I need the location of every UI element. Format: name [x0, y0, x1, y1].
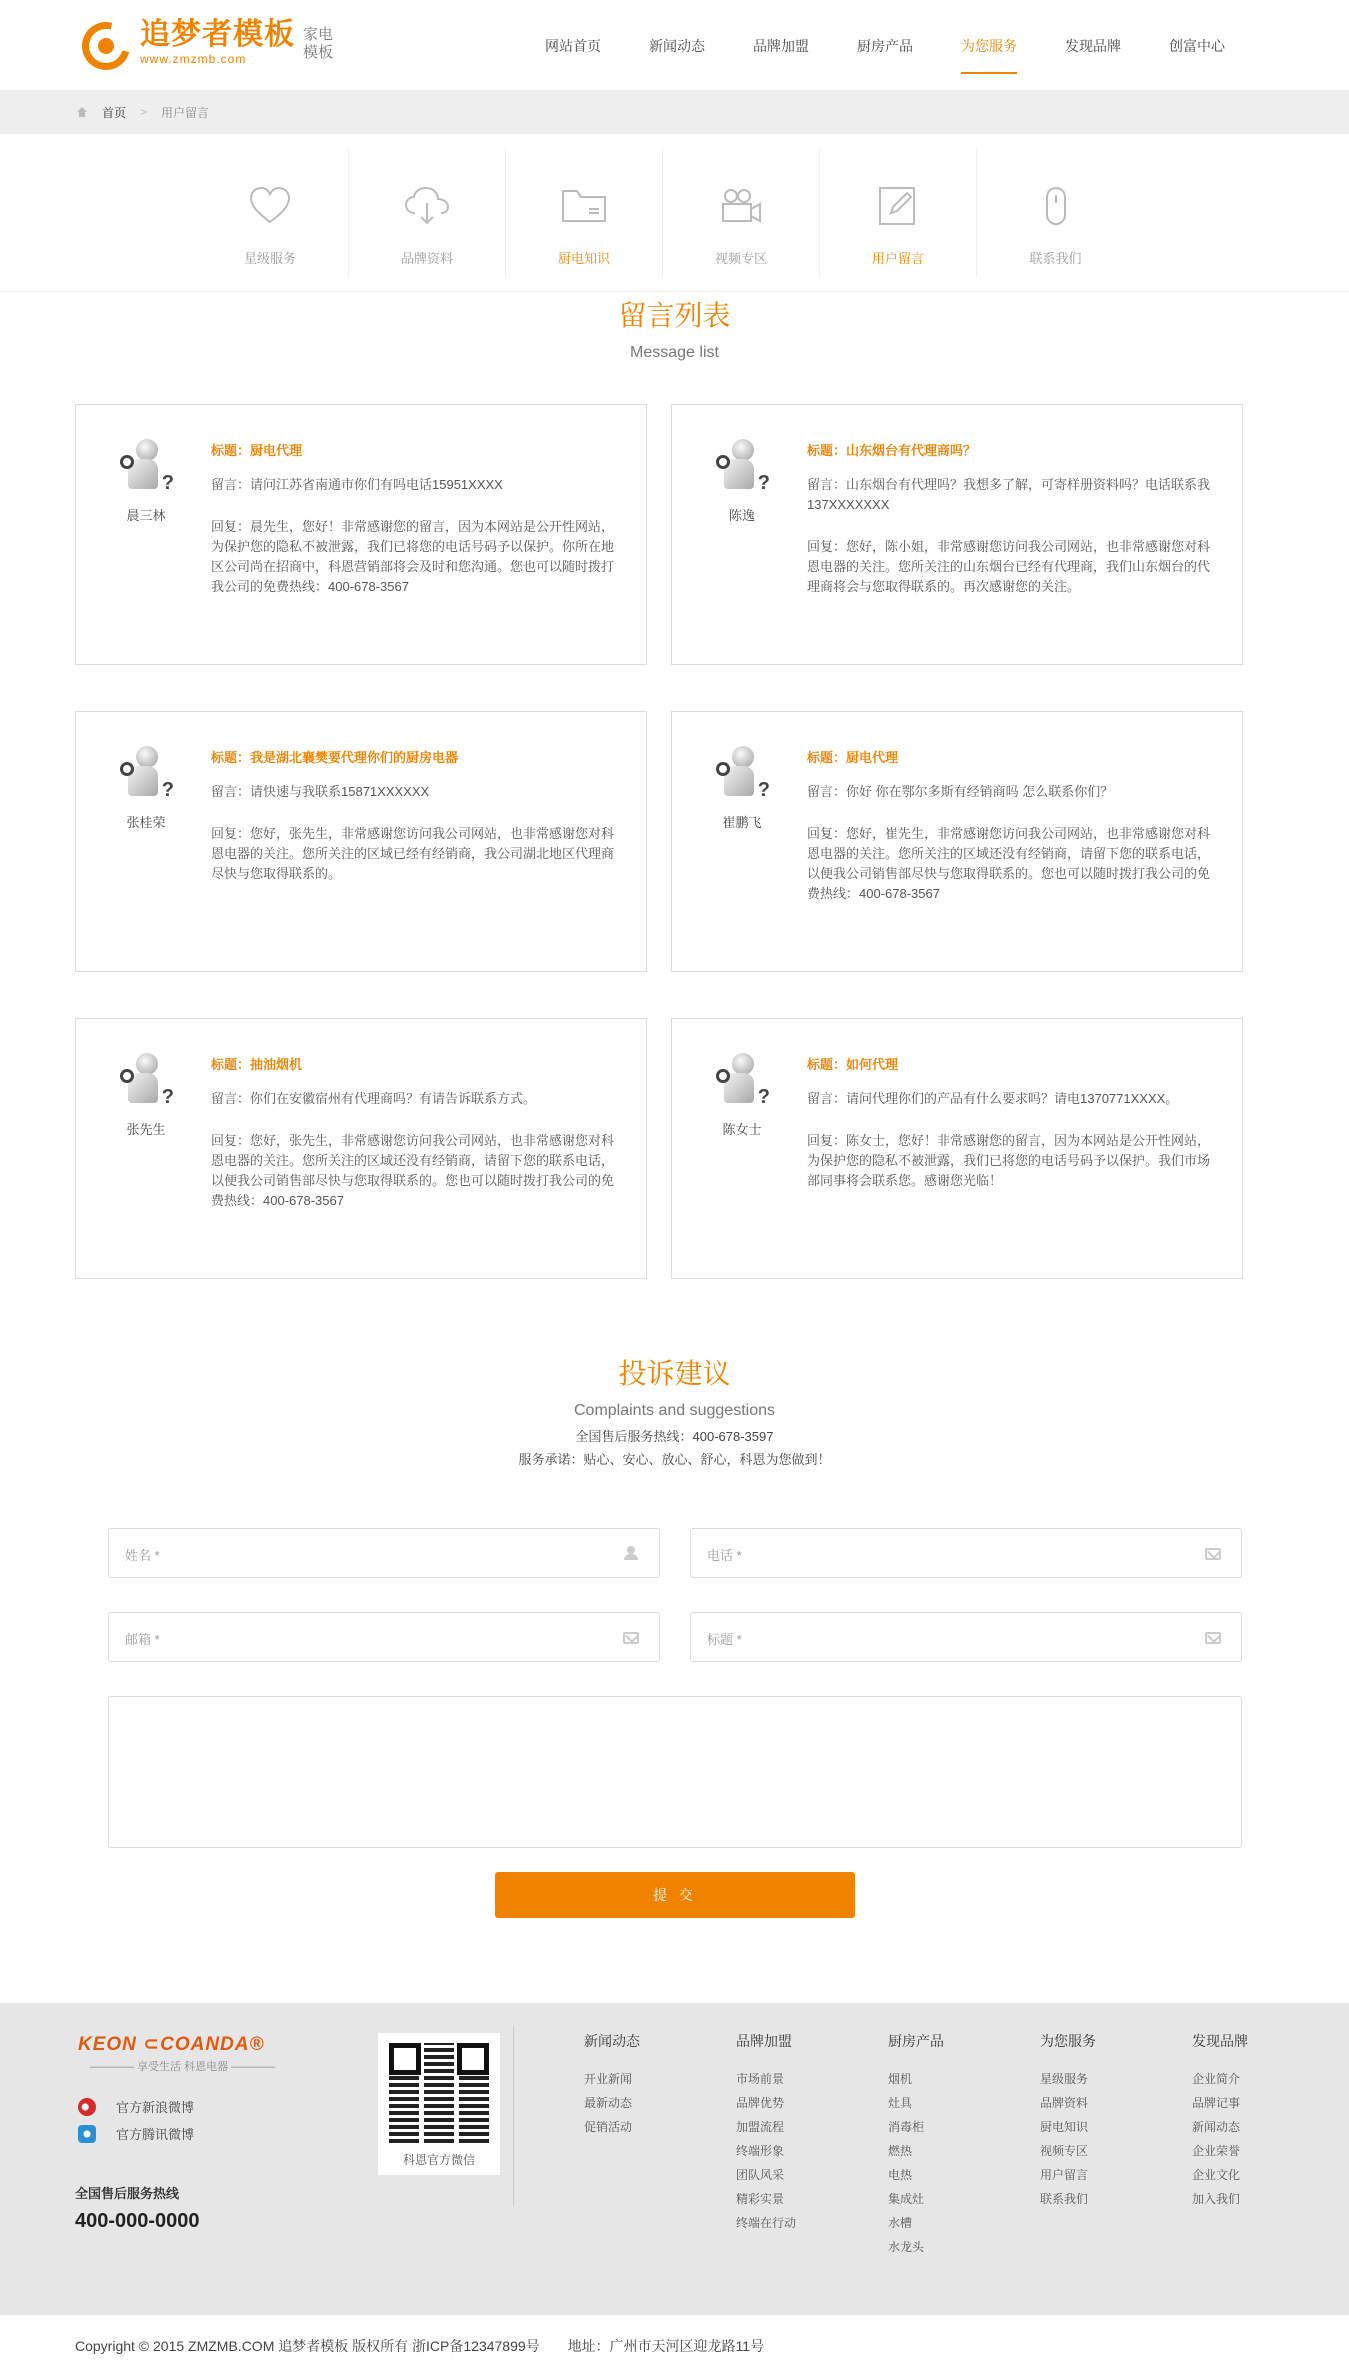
nav-kitchen-products[interactable]: 厨房产品	[857, 38, 913, 54]
breadcrumb	[0, 90, 1349, 134]
subnav-label: 用户留言	[871, 251, 924, 266]
sina-weibo-link[interactable]	[78, 2093, 194, 2120]
question-figure-icon: ?	[118, 435, 174, 497]
message-list	[75, 404, 1243, 1279]
message-title: 标题：厨电代理	[211, 443, 303, 458]
subnav-star-service[interactable]	[192, 148, 349, 278]
footer-link[interactable]: 终端形象	[736, 2144, 785, 2158]
phone-field[interactable]	[690, 1528, 1242, 1578]
mail-icon	[1205, 1632, 1221, 1644]
footer-link[interactable]: 企业荣誉	[1192, 2144, 1241, 2158]
qq-weibo-icon	[78, 2125, 96, 2143]
site-footer	[0, 2003, 1349, 2315]
message-reply: 回复：您好，崔先生，非常感谢您访问我公司网站，也非常感谢您对科恩电器的关注。您所关注的区域还没有经销商，请留下您的联系电话，以便我公司销售部尽快与您取得联系的。您也可以随时拨打我公司的免费热线：400-678-3567	[807, 826, 1211, 901]
sina-weibo-icon	[78, 2098, 96, 2116]
footer-link[interactable]: 品牌优势	[736, 2096, 785, 2110]
footer-link[interactable]: 水龙头	[888, 2240, 925, 2254]
footer-link[interactable]: 加入我们	[1192, 2192, 1241, 2206]
name-field[interactable]	[108, 1528, 660, 1578]
footer-hotline	[75, 2183, 200, 2233]
email-field[interactable]	[108, 1612, 660, 1662]
brand-slogan: ———— 享受生活 科恩电器 ————	[90, 2061, 276, 2073]
logo-subtitle: 家电模板	[303, 26, 334, 61]
message-card	[75, 1018, 647, 1279]
social-links	[78, 2093, 194, 2147]
service-subnav	[0, 134, 1349, 292]
footer-column-title[interactable]: 新闻动态	[584, 2033, 640, 2049]
footer-divider	[513, 2025, 514, 2207]
message-reply: 回复：您好，张先生，非常感谢您访问我公司网站，也非常感谢您对科恩电器的关注。您所关注的区域已经有经销商，我公司湖北地区代理商尽快与您取得联系的。	[211, 826, 615, 881]
footer-link[interactable]: 烟机	[888, 2072, 913, 2086]
footer-link[interactable]: 联系我们	[1040, 2192, 1089, 2206]
nav-wealth-center[interactable]: 创富中心	[1169, 38, 1225, 54]
message-title: 标题：抽油烟机	[211, 1057, 303, 1072]
phone-icon	[977, 182, 1134, 230]
subnav-video-zone[interactable]	[663, 148, 820, 278]
footer-link[interactable]: 团队风采	[736, 2168, 785, 2182]
service-promise: 服务承诺：贴心、安心、放心、舒心，科恩为您做到！	[518, 1452, 831, 1467]
main-nav	[545, 36, 1273, 74]
message-text: 留言：请快速与我联系15871XXXXXX	[211, 784, 430, 799]
footer-column-franchise	[736, 2031, 888, 2259]
video-camera-icon	[663, 182, 819, 230]
message-text: 留言：山东烟台有代理吗？我想多了解，可寄样册资料吗？电话联系我 137XXXXXXX	[807, 477, 1211, 512]
footer-columns	[584, 2031, 1344, 2259]
footer-link[interactable]: 加盟流程	[736, 2120, 785, 2134]
message-title: 标题：如何代理	[807, 1057, 899, 1072]
breadcrumb-separator: >	[140, 105, 148, 119]
message-author: 张桂荣	[126, 815, 166, 830]
subnav-label: 联系我们	[1029, 251, 1082, 266]
company-address: 地址：广州市天河区迎龙路11号	[567, 2338, 765, 2354]
subnav-brand-materials[interactable]	[349, 148, 506, 278]
footer-link[interactable]: 灶具	[888, 2096, 913, 2110]
complaints-subtitle: Complaints and suggestions	[573, 1402, 775, 1419]
home-icon	[76, 107, 88, 118]
avatar	[712, 1049, 772, 1138]
messages-title: 留言列表	[618, 300, 731, 331]
qq-weibo-link[interactable]	[78, 2120, 194, 2147]
footer-link[interactable]: 消毒柜	[888, 2120, 925, 2134]
message-reply: 回复：您好，张先生，非常感谢您访问我公司网站，也非常感谢您对科恩电器的关注。您所关注的区域还没有经销商，请留下您的联系电话，以便我公司销售部尽快与您取得联系的。您也可以随时拨打我公司的免费热线：400-678-3567	[211, 1133, 615, 1208]
question-figure-icon: ?	[714, 742, 770, 804]
cloud-download-icon	[349, 182, 505, 230]
nav-discover-brand[interactable]: 发现品牌	[1065, 38, 1121, 54]
footer-link[interactable]: 精彩实景	[736, 2192, 785, 2206]
message-reply: 回复：晨先生，您好！非常感谢您的留言，因为本网站是公开性网站，为保护您的隐私不被泄露，我们已将您的电话号码予以保护。你所在地区公司尚在招商中，科恩营销部将会及时和您沟通。您也可以随时拨打我公司的免费热线：400-678-3567	[211, 519, 615, 594]
folder-icon	[506, 182, 662, 230]
message-text: 留言：你好 你在鄂尔多斯有经销商吗 怎么联系你们？	[807, 784, 1114, 799]
footer-column-title[interactable]: 厨房产品	[888, 2033, 944, 2049]
avatar	[116, 742, 176, 831]
footer-link[interactable]: 开业新闻	[584, 2072, 633, 2086]
footer-link[interactable]: 电热	[888, 2168, 913, 2182]
name-field-placeholder: 姓名 *	[125, 1548, 160, 1563]
question-figure-icon: ?	[714, 1049, 770, 1111]
footer-column-brand	[1192, 2031, 1344, 2259]
heart-icon	[192, 182, 348, 230]
footer-link[interactable]: 企业简介	[1192, 2072, 1241, 2086]
site-logo[interactable]	[80, 18, 337, 74]
footer-link[interactable]: 星级服务	[1040, 2072, 1089, 2086]
qr-label: 科恩官方微信	[402, 2153, 475, 2167]
logo-url: www.zmzmb.com	[140, 52, 247, 66]
avatar	[116, 435, 176, 524]
submit-button[interactable]: 提 交	[495, 1872, 855, 1918]
message-text: 留言：请问江苏省南通市你们有吗电话15951XXXX	[211, 477, 503, 492]
subnav-label: 视频专区	[714, 251, 767, 266]
mail-icon	[1205, 1548, 1221, 1560]
question-figure-icon: ?	[714, 435, 770, 497]
message-text: 留言：你们在安徽宿州有代理商吗？有请告诉联系方式。	[211, 1091, 537, 1106]
avatar	[712, 742, 772, 831]
copyright-text: Copyright © 2015 ZMZMB.COM 追梦者模板 版权所有 浙ICP备12347899号	[75, 2338, 540, 2354]
avatar	[116, 1049, 176, 1138]
message-author: 崔鹏飞	[722, 815, 762, 830]
nav-franchise[interactable]: 品牌加盟	[753, 38, 809, 54]
site-header	[0, 0, 1349, 90]
footer-link[interactable]: 厨电知识	[1040, 2120, 1089, 2134]
message-card	[671, 404, 1243, 665]
footer-column-news	[584, 2031, 736, 2259]
complaints-section	[0, 1352, 1349, 1903]
footer-link[interactable]: 水槽	[888, 2216, 913, 2230]
logo-title: 追梦者模板	[140, 18, 295, 51]
footer-link[interactable]: 最新动态	[584, 2096, 633, 2110]
nav-services[interactable]: 为您服务	[961, 36, 1017, 74]
subnav-user-messages[interactable]	[820, 148, 977, 278]
service-hotline: 全国售后服务热线：400-678-3597	[575, 1429, 774, 1444]
footer-link[interactable]: 品牌资料	[1040, 2096, 1089, 2110]
message-title: 标题：厨电代理	[807, 750, 899, 765]
complaints-title: 投诉建议	[618, 1358, 731, 1389]
footer-link[interactable]: 品牌记事	[1192, 2096, 1241, 2110]
footer-link[interactable]: 用户留言	[1040, 2168, 1089, 2182]
logo-mark-icon	[80, 18, 136, 74]
message-title: 标题：我是湖北襄樊要代理你们的厨房电器	[211, 750, 459, 765]
edit-icon	[820, 182, 976, 230]
phone-field-placeholder: 电话 *	[707, 1548, 742, 1563]
message-author: 张先生	[126, 1122, 166, 1137]
footer-link[interactable]: 集成灶	[888, 2192, 925, 2206]
breadcrumb-home[interactable]: 首页	[102, 105, 127, 120]
message-card	[75, 711, 647, 972]
email-field-placeholder: 邮箱 *	[125, 1632, 160, 1647]
message-reply: 回复：陈女士，您好！非常感谢您的留言，因为本网站是公开性网站，为保护您的隐私不被泄露，我们已将您的电话号码予以保护。我们市场部同事将会联系您。感谢您光临！	[807, 1133, 1211, 1188]
sina-weibo-label: 官方新浪微博	[116, 2100, 195, 2115]
subject-field[interactable]	[690, 1612, 1242, 1662]
message-author: 陈女士	[722, 1122, 762, 1137]
message-card	[671, 1018, 1243, 1279]
footer-link[interactable]: 新闻动态	[1192, 2120, 1241, 2134]
hotline-number: 400-000-0000	[75, 2210, 200, 2232]
user-icon	[623, 1546, 639, 1560]
footer-column-title[interactable]: 发现品牌	[1192, 2033, 1248, 2049]
copyright-bar	[75, 2315, 788, 2377]
footer-link[interactable]: 企业文化	[1192, 2168, 1241, 2182]
avatar	[712, 435, 772, 524]
hotline-label: 全国售后服务热线	[75, 2186, 180, 2201]
subnav-contact-us[interactable]	[977, 148, 1134, 278]
nav-home[interactable]: 网站首页	[545, 38, 601, 54]
message-author: 陈逸	[728, 508, 755, 523]
question-figure-icon: ?	[118, 742, 174, 804]
qq-weibo-label: 官方腾讯微博	[116, 2127, 195, 2142]
breadcrumb-current: 用户留言	[161, 105, 210, 120]
footer-link[interactable]: 燃热	[888, 2144, 913, 2158]
message-card	[671, 711, 1243, 972]
footer-link[interactable]: 促销活动	[584, 2120, 633, 2134]
message-reply: 回复：您好，陈小姐，非常感谢您访问我公司网站，也非常感谢您对科恩电器的关注。您所关注的山东烟台已经有代理商，我们山东烟台的代理商将会与您取得联系的。再次感谢您的关注。	[807, 539, 1211, 594]
messages-subtitle: Message list	[630, 344, 719, 361]
subject-field-placeholder: 标题 *	[707, 1632, 742, 1647]
footer-column-title[interactable]: 为您服务	[1040, 2033, 1096, 2049]
footer-column-title[interactable]: 品牌加盟	[736, 2033, 792, 2049]
message-text: 留言：请问代理你们的产品有什么要求吗？请电1370771XXXX。	[807, 1091, 1179, 1106]
subnav-label: 星级服务	[243, 251, 296, 266]
subnav-label: 品牌资料	[400, 251, 453, 266]
message-textarea[interactable]	[108, 1696, 1242, 1848]
footer-column-services	[1040, 2031, 1192, 2259]
question-figure-icon: ?	[118, 1049, 174, 1111]
message-title: 标题：山东烟台有代理商吗？	[807, 443, 977, 458]
subnav-label: 厨电知识	[557, 251, 610, 266]
subnav-kitchen-knowledge[interactable]	[506, 148, 663, 278]
mail-icon	[623, 1632, 639, 1644]
nav-news[interactable]: 新闻动态	[649, 38, 705, 54]
brand-logo: KEON ⊂COANDA®	[78, 2034, 265, 2055]
footer-link[interactable]: 终端在行动	[736, 2216, 797, 2230]
footer-brand	[78, 2033, 275, 2074]
message-author: 晨三林	[126, 508, 166, 523]
message-card	[75, 404, 647, 665]
footer-column-products	[888, 2031, 1040, 2259]
footer-link[interactable]: 市场前景	[736, 2072, 785, 2086]
footer-link[interactable]: 视频专区	[1040, 2144, 1089, 2158]
qr-code-icon	[389, 2043, 489, 2143]
wechat-qr	[378, 2033, 500, 2175]
